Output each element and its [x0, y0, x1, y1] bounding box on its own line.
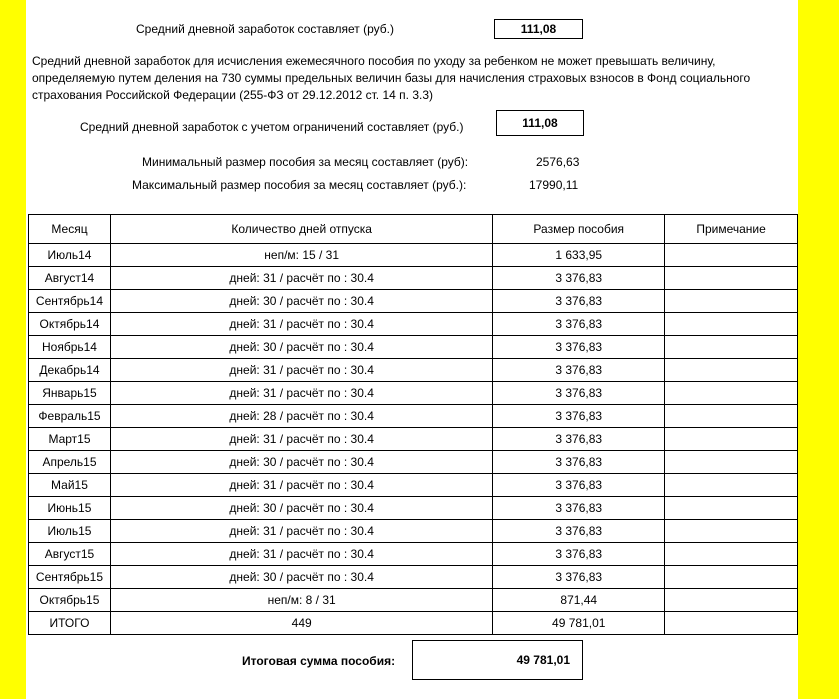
cell-month: Август15: [29, 543, 111, 566]
cell-amount: 3 376,83: [493, 474, 665, 497]
table-row: [29, 428, 798, 451]
cell-amount: 3 376,83: [493, 382, 665, 405]
cell-days: дней: 30 / расчёт по : 30.4: [110, 497, 492, 520]
header-month: Месяц: [29, 215, 111, 244]
benefit-table: [28, 214, 798, 635]
avg-limited-label: Средний дневной заработок с учетом ограничений составляет (руб.): [80, 120, 464, 134]
total-cell-amount: 49 781,01: [493, 612, 665, 635]
cell-note: [665, 313, 798, 336]
avg-limited-value: 111,08: [496, 110, 584, 136]
cell-days: неп/м: 8 / 31: [110, 589, 492, 612]
table-row: [29, 405, 798, 428]
cell-days: дней: 30 / расчёт по : 30.4: [110, 566, 492, 589]
cell-amount: 871,44: [493, 589, 665, 612]
cell-days: дней: 31 / расчёт по : 30.4: [110, 267, 492, 290]
cell-note: [665, 543, 798, 566]
cell-amount: 3 376,83: [493, 566, 665, 589]
cell-amount: 3 376,83: [493, 497, 665, 520]
table-total-row: [29, 612, 798, 635]
benefit-sheet: [26, 0, 798, 699]
cell-amount: 3 376,83: [493, 428, 665, 451]
cell-month: Июль15: [29, 520, 111, 543]
cell-month: Апрель15: [29, 451, 111, 474]
table-row: [29, 267, 798, 290]
table-row: [29, 336, 798, 359]
cell-note: [665, 428, 798, 451]
table-header-row: [29, 215, 798, 244]
total-cell-note: [665, 612, 798, 635]
cell-note: [665, 474, 798, 497]
cell-days: дней: 31 / расчёт по : 30.4: [110, 313, 492, 336]
cell-amount: 3 376,83: [493, 336, 665, 359]
cell-amount: 3 376,83: [493, 290, 665, 313]
table-row: [29, 313, 798, 336]
cell-days: дней: 30 / расчёт по : 30.4: [110, 336, 492, 359]
cell-note: [665, 267, 798, 290]
cell-month: Октябрь15: [29, 589, 111, 612]
avg-earnings-label: Средний дневной заработок составляет (руб.): [136, 22, 394, 36]
cell-amount: 3 376,83: [493, 313, 665, 336]
cell-month: Август14: [29, 267, 111, 290]
cell-note: [665, 451, 798, 474]
cell-days: дней: 31 / расчёт по : 30.4: [110, 382, 492, 405]
cell-month: Январь15: [29, 382, 111, 405]
cell-note: [665, 589, 798, 612]
total-cell-month: ИТОГО: [29, 612, 111, 635]
cell-amount: 3 376,83: [493, 451, 665, 474]
limit-note: Средний дневной заработок для исчисления ежемесячного пособия по уходу за ребенком не может превышать величину, определяемую путем деления на 730 суммы предельных величин базы для начисления страховых взносов в Фонд социального страхования Российской Федерации (255-ФЗ от 29.12.2012 ст. 14 п. 3.3): [32, 54, 751, 102]
cell-days: дней: 31 / расчёт по : 30.4: [110, 359, 492, 382]
min-benefit-value: 2576,63: [536, 155, 580, 169]
table-row: [29, 290, 798, 313]
cell-days: дней: 31 / расчёт по : 30.4: [110, 474, 492, 497]
final-sum-value: 49 781,01: [412, 640, 583, 680]
cell-month: Март15: [29, 428, 111, 451]
max-benefit-value: 17990,11: [529, 178, 579, 192]
cell-month: Декабрь14: [29, 359, 111, 382]
cell-month: Май15: [29, 474, 111, 497]
cell-note: [665, 497, 798, 520]
avg-earnings-value: 111,08: [494, 19, 583, 39]
cell-note: [665, 405, 798, 428]
cell-amount: 1 633,95: [493, 244, 665, 267]
cell-month: Июль14: [29, 244, 111, 267]
cell-month: Сентябрь15: [29, 566, 111, 589]
table-row: [29, 474, 798, 497]
cell-note: [665, 290, 798, 313]
cell-days: дней: 31 / расчёт по : 30.4: [110, 428, 492, 451]
cell-note: [665, 244, 798, 267]
final-sum-label: Итоговая сумма пособия:: [242, 654, 396, 668]
table-row: [29, 451, 798, 474]
table-row: [29, 520, 798, 543]
header-note: Примечание: [665, 215, 798, 244]
table-row: [29, 566, 798, 589]
cell-amount: 3 376,83: [493, 359, 665, 382]
header-amount: Размер пособия: [493, 215, 665, 244]
table-row: [29, 244, 798, 267]
cell-amount: 3 376,83: [493, 405, 665, 428]
cell-month: Ноябрь14: [29, 336, 111, 359]
cell-days: неп/м: 15 / 31: [110, 244, 492, 267]
cell-note: [665, 566, 798, 589]
cell-note: [665, 520, 798, 543]
max-benefit-label: Максимальный размер пособия за месяц составляет (руб.):: [132, 178, 467, 192]
cell-note: [665, 336, 798, 359]
table-row: [29, 382, 798, 405]
cell-month: Февраль15: [29, 405, 111, 428]
table-row: [29, 589, 798, 612]
cell-amount: 3 376,83: [493, 267, 665, 290]
cell-days: дней: 30 / расчёт по : 30.4: [110, 451, 492, 474]
table-row: [29, 543, 798, 566]
cell-note: [665, 359, 798, 382]
cell-amount: 3 376,83: [493, 543, 665, 566]
cell-month: Июнь15: [29, 497, 111, 520]
cell-amount: 3 376,83: [493, 520, 665, 543]
min-benefit-label: Минимальный размер пособия за месяц составляет (руб):: [142, 155, 469, 169]
cell-note: [665, 382, 798, 405]
cell-month: Сентябрь14: [29, 290, 111, 313]
cell-days: дней: 31 / расчёт по : 30.4: [110, 520, 492, 543]
cell-month: Октябрь14: [29, 313, 111, 336]
cell-days: дней: 31 / расчёт по : 30.4: [110, 543, 492, 566]
cell-days: дней: 30 / расчёт по : 30.4: [110, 290, 492, 313]
table-row: [29, 497, 798, 520]
table-row: [29, 359, 798, 382]
total-cell-days: 449: [110, 612, 492, 635]
header-days: Количество дней отпуска: [110, 215, 492, 244]
cell-days: дней: 28 / расчёт по : 30.4: [110, 405, 492, 428]
